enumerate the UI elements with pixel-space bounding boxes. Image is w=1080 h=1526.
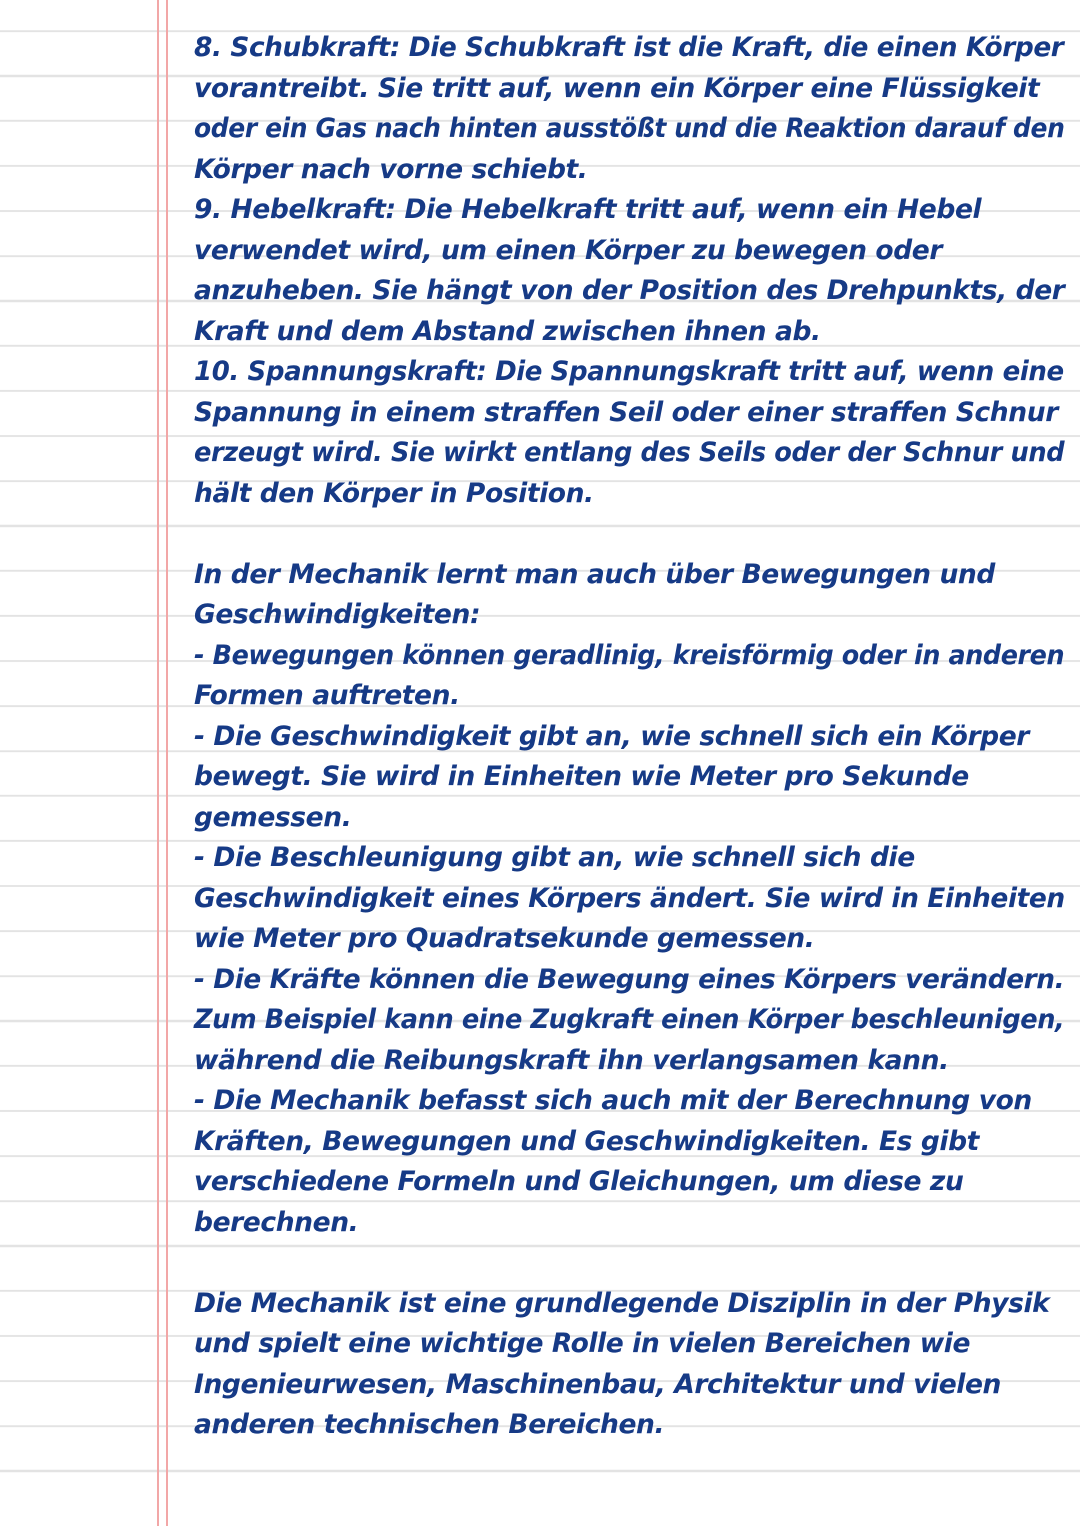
text-line: Die Mechanik ist eine grundlegende Disziplin in der Physik [194,1287,1050,1319]
text-line: - Die Kräfte können die Bewegung eines Körpers verändern. [194,963,1065,995]
text-line: Ingenieurwesen, Maschinenbau, Architektur und vielen [194,1368,1001,1400]
list-item-spannungskraft [194,352,1065,514]
conclusion-paragraph [194,1284,1054,1446]
text-line: berechnen. [194,1206,359,1238]
bullet-berechnung [194,1081,1054,1243]
text-line: - Die Geschwindigkeit gibt an, wie schnell sich ein Körper [194,720,1029,752]
bullet-beschleunigung [194,838,1065,960]
text-line: anzuheben. Sie hängt von der Position des Drehpunkts, der [194,275,1065,306]
text-line: wie Meter pro Quadratsekunde gemessen. [194,923,815,954]
text-line: anderen technischen Bereichen. [194,1409,665,1440]
text-line: Geschwindigkeiten: [194,599,481,630]
text-line: erzeugt wird. Sie wirkt entlang des Seils oder der Schnur und [194,437,1065,468]
spacer [194,1243,1054,1284]
text-line: Kräften, Bewegungen und Geschwindigkeiten. Es gibt [194,1125,979,1157]
bullet-geschwindigkeit [194,717,1054,839]
margin-line-right [166,0,168,1526]
bullet-kraefte [194,960,1065,1082]
text-line: Körper nach vorne schiebt. [194,153,588,185]
text-line: verwendet wird, um einen Körper zu bewegen oder [194,234,943,266]
spacer [194,514,1054,555]
text-line: - Bewegungen können geradlinig, kreisförmig oder in anderen [194,639,1065,671]
text-line: vorantreibt. Sie tritt auf, wenn ein Körper eine Flüssigkeit [194,72,1040,104]
note-content [194,28,1065,1446]
list-item-hebelkraft [194,190,1065,352]
text-line: hält den Körper in Position. [194,477,594,509]
text-line: Geschwindigkeit eines Körpers ändert. Sie wird in Einheiten [194,882,1065,914]
text-line: und spielt eine wichtige Rolle in vielen Bereichen wie [194,1328,971,1359]
text-line: 8. Schubkraft: Die Schubkraft ist die Kraft, die einen Körper [194,32,1064,63]
intro-paragraph [194,555,1054,636]
text-line: - Die Mechanik befasst sich auch mit der Berechnung von [194,1085,1032,1116]
text-line: Formen auftreten. [194,680,460,711]
text-line: Kraft und dem Abstand zwischen ihnen ab. [194,315,821,347]
text-line: Zum Beispiel kann eine Zugkraft einen Körper beschleunigen, [194,1004,1065,1035]
margin-line-left [157,0,159,1526]
text-line: 10. Spannungskraft: Die Spannungskraft tritt auf, wenn eine [194,356,1064,387]
text-line: Spannung in einem straffen Seil oder einer straffen Schnur [194,396,1058,428]
text-line: In der Mechanik lernt man auch über Bewegungen und [194,558,995,590]
text-line: verschiedene Formeln und Gleichungen, um diese zu [194,1166,964,1197]
text-line: bewegt. Sie wird in Einheiten wie Meter pro Sekunde [194,761,969,792]
text-line: oder ein Gas nach hinten ausstößt und die Reaktion darauf den [194,113,1065,144]
bullet-bewegungen [194,636,1065,717]
text-line: 9. Hebelkraft: Die Hebelkraft tritt auf, wenn ein Hebel [194,194,982,225]
text-line: - Die Beschleunigung gibt an, wie schnell sich die [194,842,915,873]
list-item-schubkraft [194,28,1065,190]
text-line: gemessen. [194,801,352,833]
text-line: während die Reibungskraft ihn verlangsamen kann. [194,1044,949,1076]
